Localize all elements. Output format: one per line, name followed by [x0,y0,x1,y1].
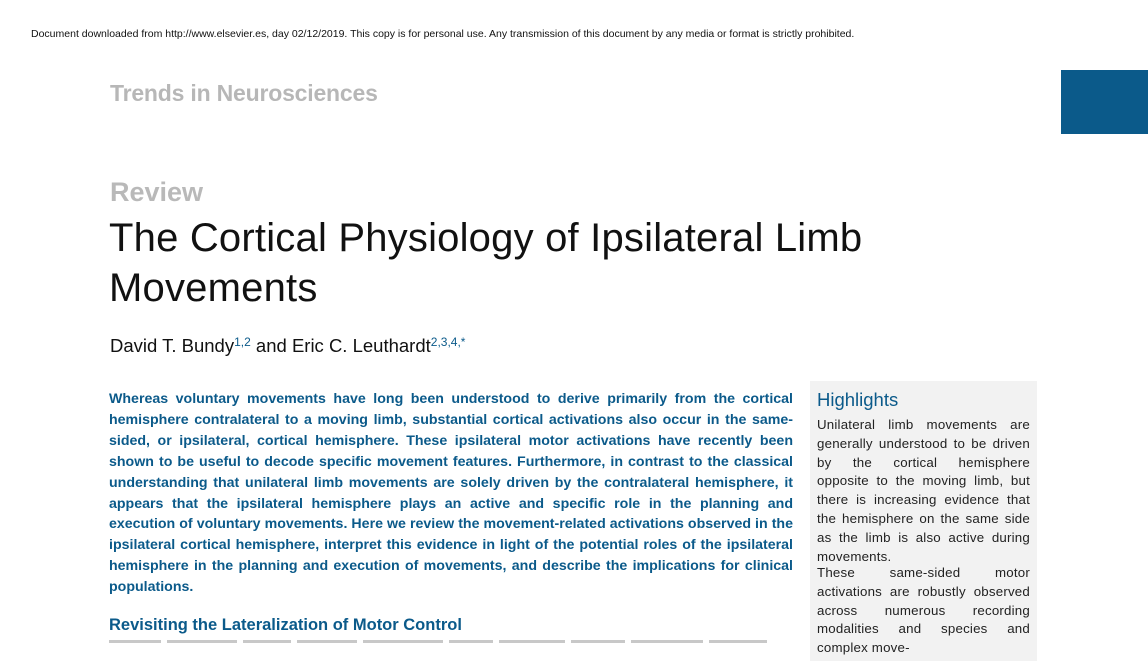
author-conjunction: and [250,335,292,356]
journal-color-tab [1061,70,1148,134]
cut-off-body-text [109,640,793,648]
highlights-title: Highlights [817,389,899,410]
author-name: Eric C. Leuthardt [291,335,431,356]
abstract: Whereas voluntary movements have long been understood to derive primarily from the cortical hemisphere contralateral to a moving limb, substantial cortical activations also occur in the same-sided, or ipsilateral, cortical hemisphere. These ipsilateral motor activations have recently been shown to be useful to decode specific movement features. Furthermore, in contrast to the classical understanding that unilateral limb movements are solely driven by the contralateral hemisphere, it appears that the ipsilateral hemisphere plays an active and specific role in the planning and execution of voluntary movements. Here we review the movement-related activations observed in the ipsilateral cortical hemisphere, interpret this evidence in light of the potential roles of the ipsilateral hemisphere in the planning and execution of movements, and describe the implications for clinical populations. [109,391,793,596]
article-title: The Cortical Physiology of Ipsilateral Limb Movements [109,216,863,310]
download-notice: Document downloaded from http://www.elsevier.es, day 02/12/2019. This copy is for personal use. Any transmission of this document by any media or format is strictly prohibited. [31,28,855,40]
affiliation-superscript[interactable]: 2,3,4,* [430,335,466,349]
highlights-box [810,381,1037,661]
author-list [110,335,465,357]
author-name: David T. Bundy [110,335,235,356]
highlights-paragraph: These same-sided motor activations are robustly observed across numerous recording modalities and species and complex move- [817,565,1030,656]
affiliation-superscript[interactable]: 1,2 [234,335,251,349]
journal-name: Trends in Neurosciences [110,80,378,106]
article-type-label: Review [110,177,204,207]
section-heading: Revisiting the Lateralization of Motor Control [109,616,462,634]
highlights-paragraph: Unilateral limb movements are generally understood to be driven by the cortical hemisphere opposite to the moving limb, but there is increasing evidence that the hemisphere on the same side as the limb is also active during movements. [817,417,1030,564]
